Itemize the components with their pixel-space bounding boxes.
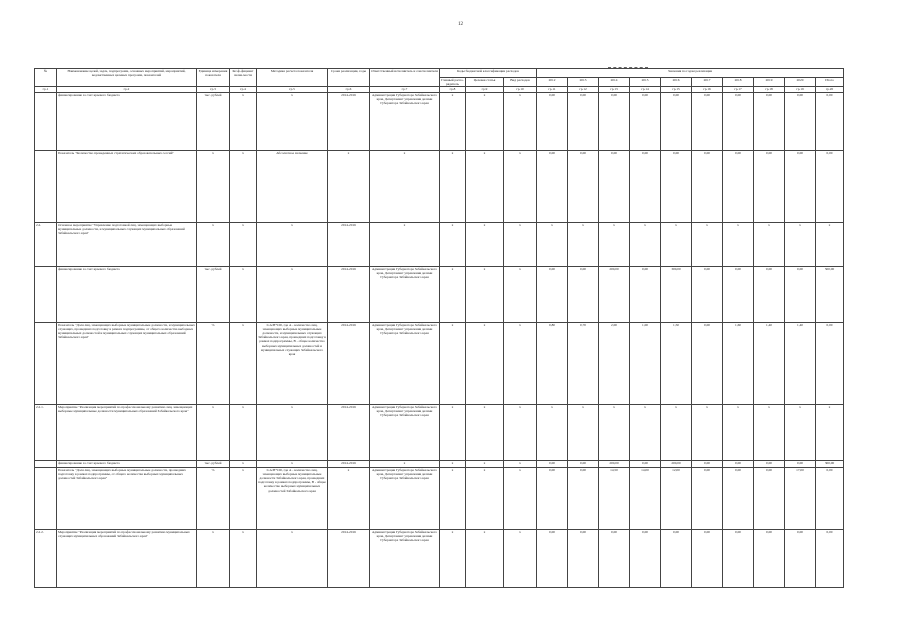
row-method: I=A/B*100, где А - количество лиц, замещающих выборные муниципальные должности Забайкальского края, прошедших подготовку в рамках подпрограммы, В - общее количество выборных муниципальных должностей Забайкальского края xyxy=(257,467,328,529)
row-total: 0,00 xyxy=(816,322,844,404)
row-year-value: x xyxy=(568,222,599,266)
row-method: x xyxy=(257,92,328,150)
row-year-value: 0,00 xyxy=(537,266,568,322)
row-year-value: 0,00 xyxy=(754,529,785,587)
row-year-value: 0,00 xyxy=(537,467,568,529)
row-period: 2014-2016 xyxy=(328,529,370,587)
header-gl-rasp: Главный распо-рядитель xyxy=(441,78,464,87)
row-name: Основное мероприятие "Управление подготовкой лиц, замещающих выборные муниципальные должности, и муниципальных служащих муниципальных образований Забайкальского края" xyxy=(57,222,197,266)
row-num xyxy=(35,150,57,222)
column-number: гр.13 xyxy=(599,87,630,92)
row-year-value: 200,00 xyxy=(661,460,692,467)
row-year-value: 0,00 xyxy=(692,460,723,467)
header-method: Методика расчета показателя xyxy=(257,69,328,87)
column-number: гр.2 xyxy=(57,87,197,92)
table-row xyxy=(35,322,844,404)
header-total: Итого xyxy=(816,78,844,87)
row-name: Показатель "Количество проведенных стратегических образовательных сессий" xyxy=(57,150,197,222)
row-year-value: 0,00 xyxy=(692,467,723,529)
row-name: финансирование за счет краевого бюджета xyxy=(57,92,197,150)
row-year-value: 0,00 xyxy=(630,92,661,150)
row-year-value: 0,00 xyxy=(630,529,661,587)
header-period: Сроки реализации, годы xyxy=(328,69,370,87)
row-total: 0,00 xyxy=(816,92,844,150)
row-year-value: 0,00 xyxy=(754,467,785,529)
row-vid-rash: x xyxy=(504,92,537,150)
column-number: гр.9 xyxy=(466,87,504,92)
header-year: 2014 xyxy=(599,78,630,87)
header-year: 2016 xyxy=(661,78,692,87)
row-responsible: x xyxy=(370,222,440,266)
header-vid-rash: Вид расходов xyxy=(504,78,537,87)
row-year-value: x xyxy=(568,404,599,460)
row-method: Абсолютное значение xyxy=(257,150,328,222)
row-responsible: Администрация Губернатора Забайкальского края, Департамент управления делами Губернатора Забайкальского края xyxy=(370,467,440,529)
column-number: гр.19 xyxy=(785,87,816,92)
row-total: x xyxy=(816,404,844,460)
row-vid-rash: x xyxy=(504,467,537,529)
row-year-value: x xyxy=(754,404,785,460)
row-period: 2014-2016 xyxy=(328,222,370,266)
row-year-value: 0,00 xyxy=(568,467,599,529)
row-year-value: 0,70 xyxy=(568,322,599,404)
row-name: финансирование за счет краевого бюджета xyxy=(57,266,197,322)
header-cel-stat: Целевая статья xyxy=(466,78,504,87)
row-year-value: 0,00 xyxy=(754,460,785,467)
row-vid-rash: x xyxy=(504,460,537,467)
row-period: 2014-2016 xyxy=(328,322,370,404)
row-year-value: x xyxy=(692,222,723,266)
row-vid-rash: x xyxy=(504,266,537,322)
row-vid-rash: x xyxy=(504,150,537,222)
row-coef: x xyxy=(230,467,257,529)
row-year-value: x xyxy=(754,222,785,266)
row-year-value: 0,00 xyxy=(661,150,692,222)
row-period: x xyxy=(328,467,370,529)
row-year-value: 0,00 xyxy=(785,92,816,150)
row-method: x xyxy=(257,404,328,460)
row-cel-stat: x xyxy=(466,222,504,266)
row-cel-stat: x xyxy=(466,266,504,322)
table-row xyxy=(35,467,844,529)
row-year-value: 0,00 xyxy=(785,266,816,322)
row-year-value: x xyxy=(661,222,692,266)
row-gl-rasp: x xyxy=(440,529,466,587)
row-year-value: x xyxy=(723,404,754,460)
row-method: x xyxy=(257,529,328,587)
row-year-value: 0,00 xyxy=(754,92,785,150)
row-num xyxy=(35,266,57,322)
row-year-value: x xyxy=(599,222,630,266)
row-year-value: 0,00 xyxy=(692,150,723,222)
row-year-value: 0,00 xyxy=(723,460,754,467)
row-cel-stat: x xyxy=(466,404,504,460)
row-gl-rasp: x xyxy=(440,467,466,529)
column-number: гр.15 xyxy=(661,87,692,92)
row-vid-rash: x xyxy=(504,529,537,587)
table-row xyxy=(35,92,844,150)
header-coef: Коэф-фициент значи-мости xyxy=(230,69,257,87)
column-number: гр.17 xyxy=(723,87,754,92)
row-year-value: 0,00 xyxy=(785,529,816,587)
row-total: 0,00 xyxy=(816,150,844,222)
row-responsible: Администрация Губернатора Забайкальского края, Департамент управления делами Губернатора Забайкальского края xyxy=(370,404,440,460)
row-responsible: x xyxy=(370,460,440,467)
row-vid-rash: x xyxy=(504,404,537,460)
column-number: гр.7 xyxy=(370,87,440,92)
row-cel-stat: x xyxy=(466,460,504,467)
row-year-value: 17,00 xyxy=(785,467,816,529)
row-responsible: Администрация Губернатора Забайкальского края, Департамент управления делами Губернатора Забайкальского края xyxy=(370,266,440,322)
row-year-value: 0,00 xyxy=(537,150,568,222)
row-method: I=A/B*100, где А - количество лиц, замещающих выборные муниципальные должности, и муниципальных служащих Забайкальского края, прошедших подготовку в рамках подпрограммы, В - общее количество выборных муниципальных должностей и муниципальных служащих Забайкальского края xyxy=(257,322,328,404)
row-year-value: 0,00 xyxy=(630,150,661,222)
header-year: 2012 xyxy=(537,78,568,87)
table-row xyxy=(35,460,844,467)
row-year-value: 0,00 xyxy=(723,529,754,587)
row-num xyxy=(35,322,57,404)
row-year-value: 0,00 xyxy=(568,150,599,222)
row-name: Показатель "Доля лиц, замещающих выборные муниципальные должности, и муниципальных служащих, прошедших подготовку в рамках подпрограммы, от общего количества выборных муниципальных должностей и муниципальных служащих муниципальных образований Забайкальского края" xyxy=(57,322,197,404)
row-responsible: x xyxy=(370,150,440,222)
header-budget-codes: Коды бюджетной классификации расходов xyxy=(440,69,537,78)
row-year-value: 0,00 xyxy=(785,460,816,467)
row-cel-stat: x xyxy=(466,92,504,150)
row-period: 2014-2016 xyxy=(328,460,370,467)
row-year-value: 0,00 xyxy=(723,467,754,529)
row-num xyxy=(35,460,57,467)
row-cel-stat: x xyxy=(466,529,504,587)
row-period: x xyxy=(328,150,370,222)
row-year-value: 0,00 xyxy=(568,460,599,467)
row-gl-rasp: x xyxy=(440,222,466,266)
row-method: x xyxy=(257,460,328,467)
row-coef: x xyxy=(230,322,257,404)
row-year-value: x xyxy=(692,404,723,460)
row-year-value: 0,00 xyxy=(661,529,692,587)
row-year-value: 12,00 xyxy=(661,467,692,529)
row-num xyxy=(35,92,57,150)
header-row-1 xyxy=(35,69,844,78)
row-year-value: x xyxy=(537,404,568,460)
table-row xyxy=(35,404,844,460)
table-row xyxy=(35,266,844,322)
row-year-value: x xyxy=(630,222,661,266)
row-gl-rasp: x xyxy=(440,150,466,222)
row-year-value: 300,00 xyxy=(661,266,692,322)
column-number: гр.20 xyxy=(816,87,844,92)
row-coef: x xyxy=(230,150,257,222)
row-year-value: 1,50 xyxy=(661,322,692,404)
row-gl-rasp: x xyxy=(440,322,466,404)
row-vid-rash: x xyxy=(504,222,537,266)
row-coef: x xyxy=(230,460,257,467)
row-cel-stat: x xyxy=(466,322,504,404)
column-number: гр.18 xyxy=(754,87,785,92)
row-responsible: Администрация Губернатора Забайкальского края, Департамент управления делами Губернатора Забайкальского края xyxy=(370,529,440,587)
row-coef: x xyxy=(230,404,257,460)
row-year-value: 200,00 xyxy=(599,460,630,467)
row-year-value: x xyxy=(537,222,568,266)
row-responsible: Администрация Губернатора Забайкальского края, Департамент управления делами Губернатора Забайкальского края xyxy=(370,92,440,150)
row-responsible: Администрация Губернатора Забайкальского края, Департамент управления делами Губернатора Забайкальского края xyxy=(370,322,440,404)
row-cel-stat: x xyxy=(466,467,504,529)
column-number: гр.4 xyxy=(230,87,257,92)
row-year-value: 0,00 xyxy=(661,92,692,150)
row-total: x xyxy=(816,222,844,266)
row-unit: x xyxy=(197,222,230,266)
row-year-value: x xyxy=(599,404,630,460)
row-year-value: 0,00 xyxy=(723,150,754,222)
column-number: гр.8 xyxy=(440,87,466,92)
row-year-value: 0,00 xyxy=(692,92,723,150)
row-name: Мероприятие "Реализация мероприятий по профессиональному развитию лиц, замещающих выборные муниципальные должности муниципальных образований Забайкальского края" xyxy=(57,404,197,460)
row-year-value: 0,00 xyxy=(754,150,785,222)
row-year-value: 0,00 xyxy=(599,92,630,150)
row-coef: x xyxy=(230,222,257,266)
row-year-value: 200,00 xyxy=(599,266,630,322)
row-unit: тыс. рублей xyxy=(197,460,230,467)
row-year-value: 0,00 xyxy=(537,529,568,587)
row-year-value: 0,00 xyxy=(568,529,599,587)
column-number: гр.14 xyxy=(630,87,661,92)
row-year-value: x xyxy=(785,404,816,460)
row-total: 300,00 xyxy=(816,460,844,467)
column-number: гр.12 xyxy=(568,87,599,92)
row-year-value: 0,00 xyxy=(599,529,630,587)
row-year-value: 0,00 xyxy=(692,322,723,404)
row-year-value: 0,00 xyxy=(537,92,568,150)
row-coef: x xyxy=(230,266,257,322)
row-method: x xyxy=(257,222,328,266)
row-method: x xyxy=(257,266,328,322)
row-year-value: x xyxy=(723,222,754,266)
header-values-by-year: Значения по годам реализации xyxy=(537,69,844,78)
row-year-value: 0,00 xyxy=(630,266,661,322)
row-unit: % xyxy=(197,322,230,404)
row-num: 2.2.2. xyxy=(35,529,57,587)
row-year-value: 2,00 xyxy=(599,322,630,404)
row-year-value: 14,00 xyxy=(630,467,661,529)
row-year-value: 0,00 xyxy=(723,92,754,150)
column-number: гр.6 xyxy=(328,87,370,92)
header-year: 2017 xyxy=(692,78,723,87)
row-total: 0,00 xyxy=(816,467,844,529)
row-year-value: 1,40 xyxy=(785,322,816,404)
row-num xyxy=(35,467,57,529)
row-year-value: x xyxy=(785,222,816,266)
row-year-value: 0,00 xyxy=(630,460,661,467)
header-name: Наименование целей, задач, подпрограмм, основных мероприятий, мероприятий, ведомственных целевых программ, показателей xyxy=(57,69,197,87)
row-gl-rasp: x xyxy=(440,92,466,150)
row-total: 500,00 xyxy=(816,266,844,322)
table-row xyxy=(35,150,844,222)
row-unit: x xyxy=(197,404,230,460)
column-number: гр.3 xyxy=(197,87,230,92)
row-unit: x xyxy=(197,529,230,587)
row-gl-rasp: x xyxy=(440,460,466,467)
header-year: 2015 xyxy=(630,78,661,87)
row-coef: x xyxy=(230,92,257,150)
column-number: гр.1 xyxy=(35,87,57,92)
row-gl-rasp: x xyxy=(440,266,466,322)
row-vid-rash: x xyxy=(504,322,537,404)
header-year: 2019 xyxy=(754,78,785,87)
row-year-value: 0,00 xyxy=(599,150,630,222)
row-year-value: x xyxy=(661,404,692,460)
row-name: Мероприятие "Реализация мероприятий по профессиональному развитию муниципальных служащих муниципальных образований Забайкальского края" xyxy=(57,529,197,587)
row-year-value: 0,00 xyxy=(692,266,723,322)
row-unit: % xyxy=(197,467,230,529)
page-number: 12 xyxy=(458,22,463,27)
header-num: № xyxy=(35,69,57,87)
row-gl-rasp: x xyxy=(440,404,466,460)
row-period: 2014-2016 xyxy=(328,92,370,150)
row-name: финансирование за счет краевого бюджета xyxy=(57,460,197,467)
row-year-value: 0,00 xyxy=(754,266,785,322)
column-number: гр.5 xyxy=(257,87,328,92)
row-year-value: 0,00 xyxy=(537,460,568,467)
row-year-value: x xyxy=(630,404,661,460)
row-name: Показатель "Доля лиц, замещающих выборные муниципальные должности, прошедших подготовку в рамках подпрограммы, от общего количества выборных муниципальных должностей Забайкальского края" xyxy=(57,467,197,529)
row-year-value: 14,50 xyxy=(599,467,630,529)
row-period: 2014-2016 xyxy=(328,404,370,460)
table-row xyxy=(35,529,844,587)
row-year-value: 1,60 xyxy=(723,322,754,404)
row-num: 2.2.1. xyxy=(35,404,57,460)
row-unit: тыс. рублей xyxy=(197,266,230,322)
row-year-value: 0,00 xyxy=(723,266,754,322)
row-period: 2014-2016 xyxy=(328,266,370,322)
row-total: 0,00 xyxy=(816,529,844,587)
row-year-value: 0,00 xyxy=(568,92,599,150)
column-number: гр.16 xyxy=(692,87,723,92)
header-year: 2020 xyxy=(785,78,816,87)
table-row xyxy=(35,222,844,266)
row-year-value: 0,80 xyxy=(537,322,568,404)
header-year: 2013 xyxy=(568,78,599,87)
column-number: гр.10 xyxy=(504,87,537,92)
header-responsible: Ответственный исполнитель и соисполнители xyxy=(370,69,440,87)
column-number: гр.11 xyxy=(537,87,568,92)
row-cel-stat: x xyxy=(466,150,504,222)
row-year-value: 0,00 xyxy=(785,150,816,222)
row-num: 2.2. xyxy=(35,222,57,266)
row-year-value: 1,40 xyxy=(754,322,785,404)
row-year-value: 0,00 xyxy=(692,529,723,587)
row-coef: x xyxy=(230,529,257,587)
row-unit: тыс. рублей xyxy=(197,92,230,150)
row-year-value: 1,00 xyxy=(630,322,661,404)
row-unit: x xyxy=(197,150,230,222)
row-year-value: 0,00 xyxy=(568,266,599,322)
header-unit: Единица измерения показателя xyxy=(197,69,230,87)
header-year: 2018 xyxy=(723,78,754,87)
program-table xyxy=(34,68,844,588)
